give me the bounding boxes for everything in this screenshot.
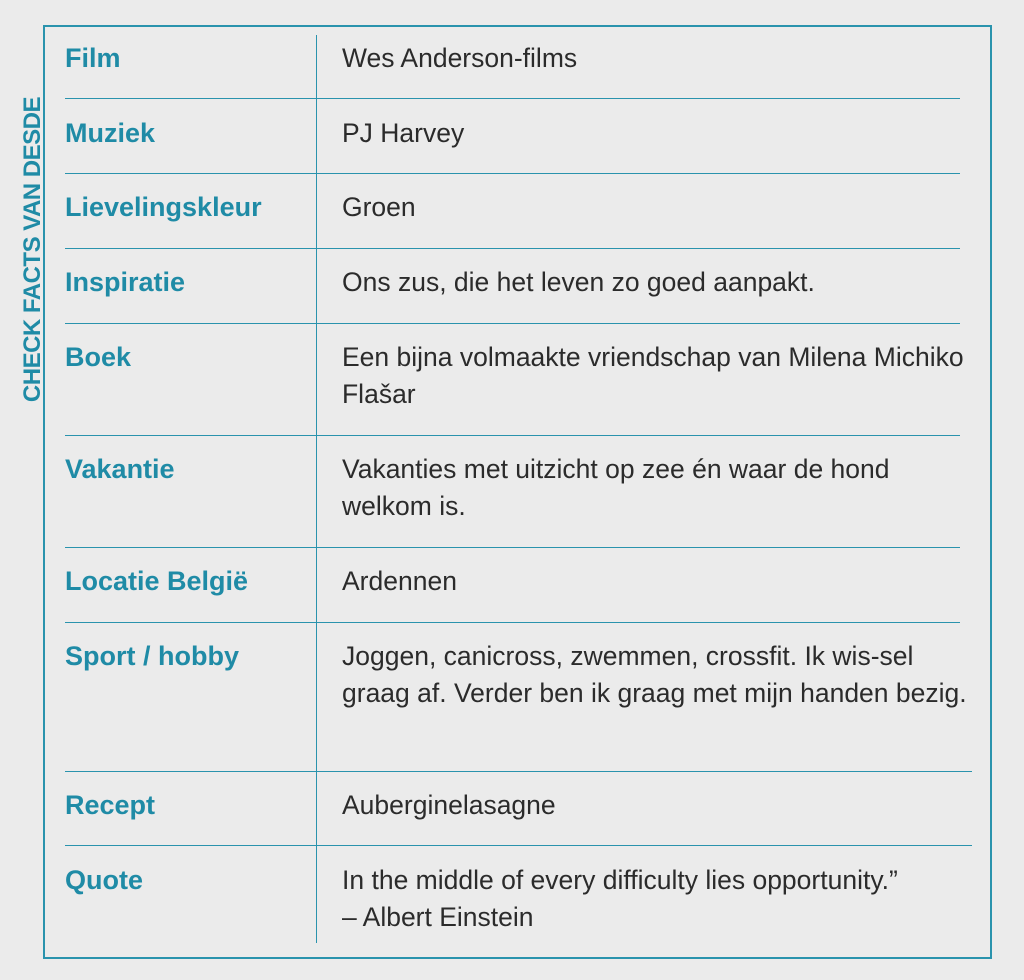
side-title	[20, 22, 46, 402]
row-separator	[65, 435, 960, 436]
row-separator	[65, 547, 960, 548]
fact-label: Lievelingskleur	[65, 192, 262, 222]
column-divider	[316, 35, 317, 943]
fact-label: Sport / hobby	[65, 641, 239, 671]
row-separator	[65, 248, 960, 249]
fact-value: In the middle of every difficulty lies opportunity.” – Albert Einstein	[342, 865, 898, 932]
fact-label: Inspiratie	[65, 267, 186, 297]
row-separator	[65, 173, 960, 174]
row-separator	[65, 771, 972, 772]
fact-value: Ons zus, die het leven zo goed aanpakt.	[342, 267, 815, 297]
fact-label: Locatie België	[65, 566, 249, 596]
fact-label: Boek	[65, 342, 132, 372]
row-separator	[65, 323, 960, 324]
fact-value: Joggen, canicross, zwemmen, crossfit. Ik wis-sel graag af. Verder ben ik graag met mijn handen bezig.	[342, 641, 967, 708]
fact-value: PJ Harvey	[342, 118, 465, 148]
fact-value: Een bijna volmaakte vriendschap van Milena Michiko Flašar	[342, 342, 964, 409]
fact-label: Vakantie	[65, 454, 175, 484]
fact-label: Film	[65, 43, 121, 73]
fact-value: Ardennen	[342, 566, 457, 596]
fact-value: Wes Anderson-films	[342, 43, 578, 73]
fact-label: Muziek	[65, 118, 156, 148]
side-title-text: CHECK FACTS VAN DESDE	[19, 96, 46, 402]
fact-label: Recept	[65, 790, 156, 820]
row-separator	[65, 622, 960, 623]
row-separator	[65, 98, 960, 99]
row-separator	[65, 845, 972, 846]
fact-label: Quote	[65, 865, 143, 895]
fact-value: Vakanties met uitzicht op zee én waar de hond welkom is.	[342, 454, 890, 521]
fact-value: Auberginelasagne	[342, 790, 556, 820]
fact-value: Groen	[342, 192, 416, 222]
